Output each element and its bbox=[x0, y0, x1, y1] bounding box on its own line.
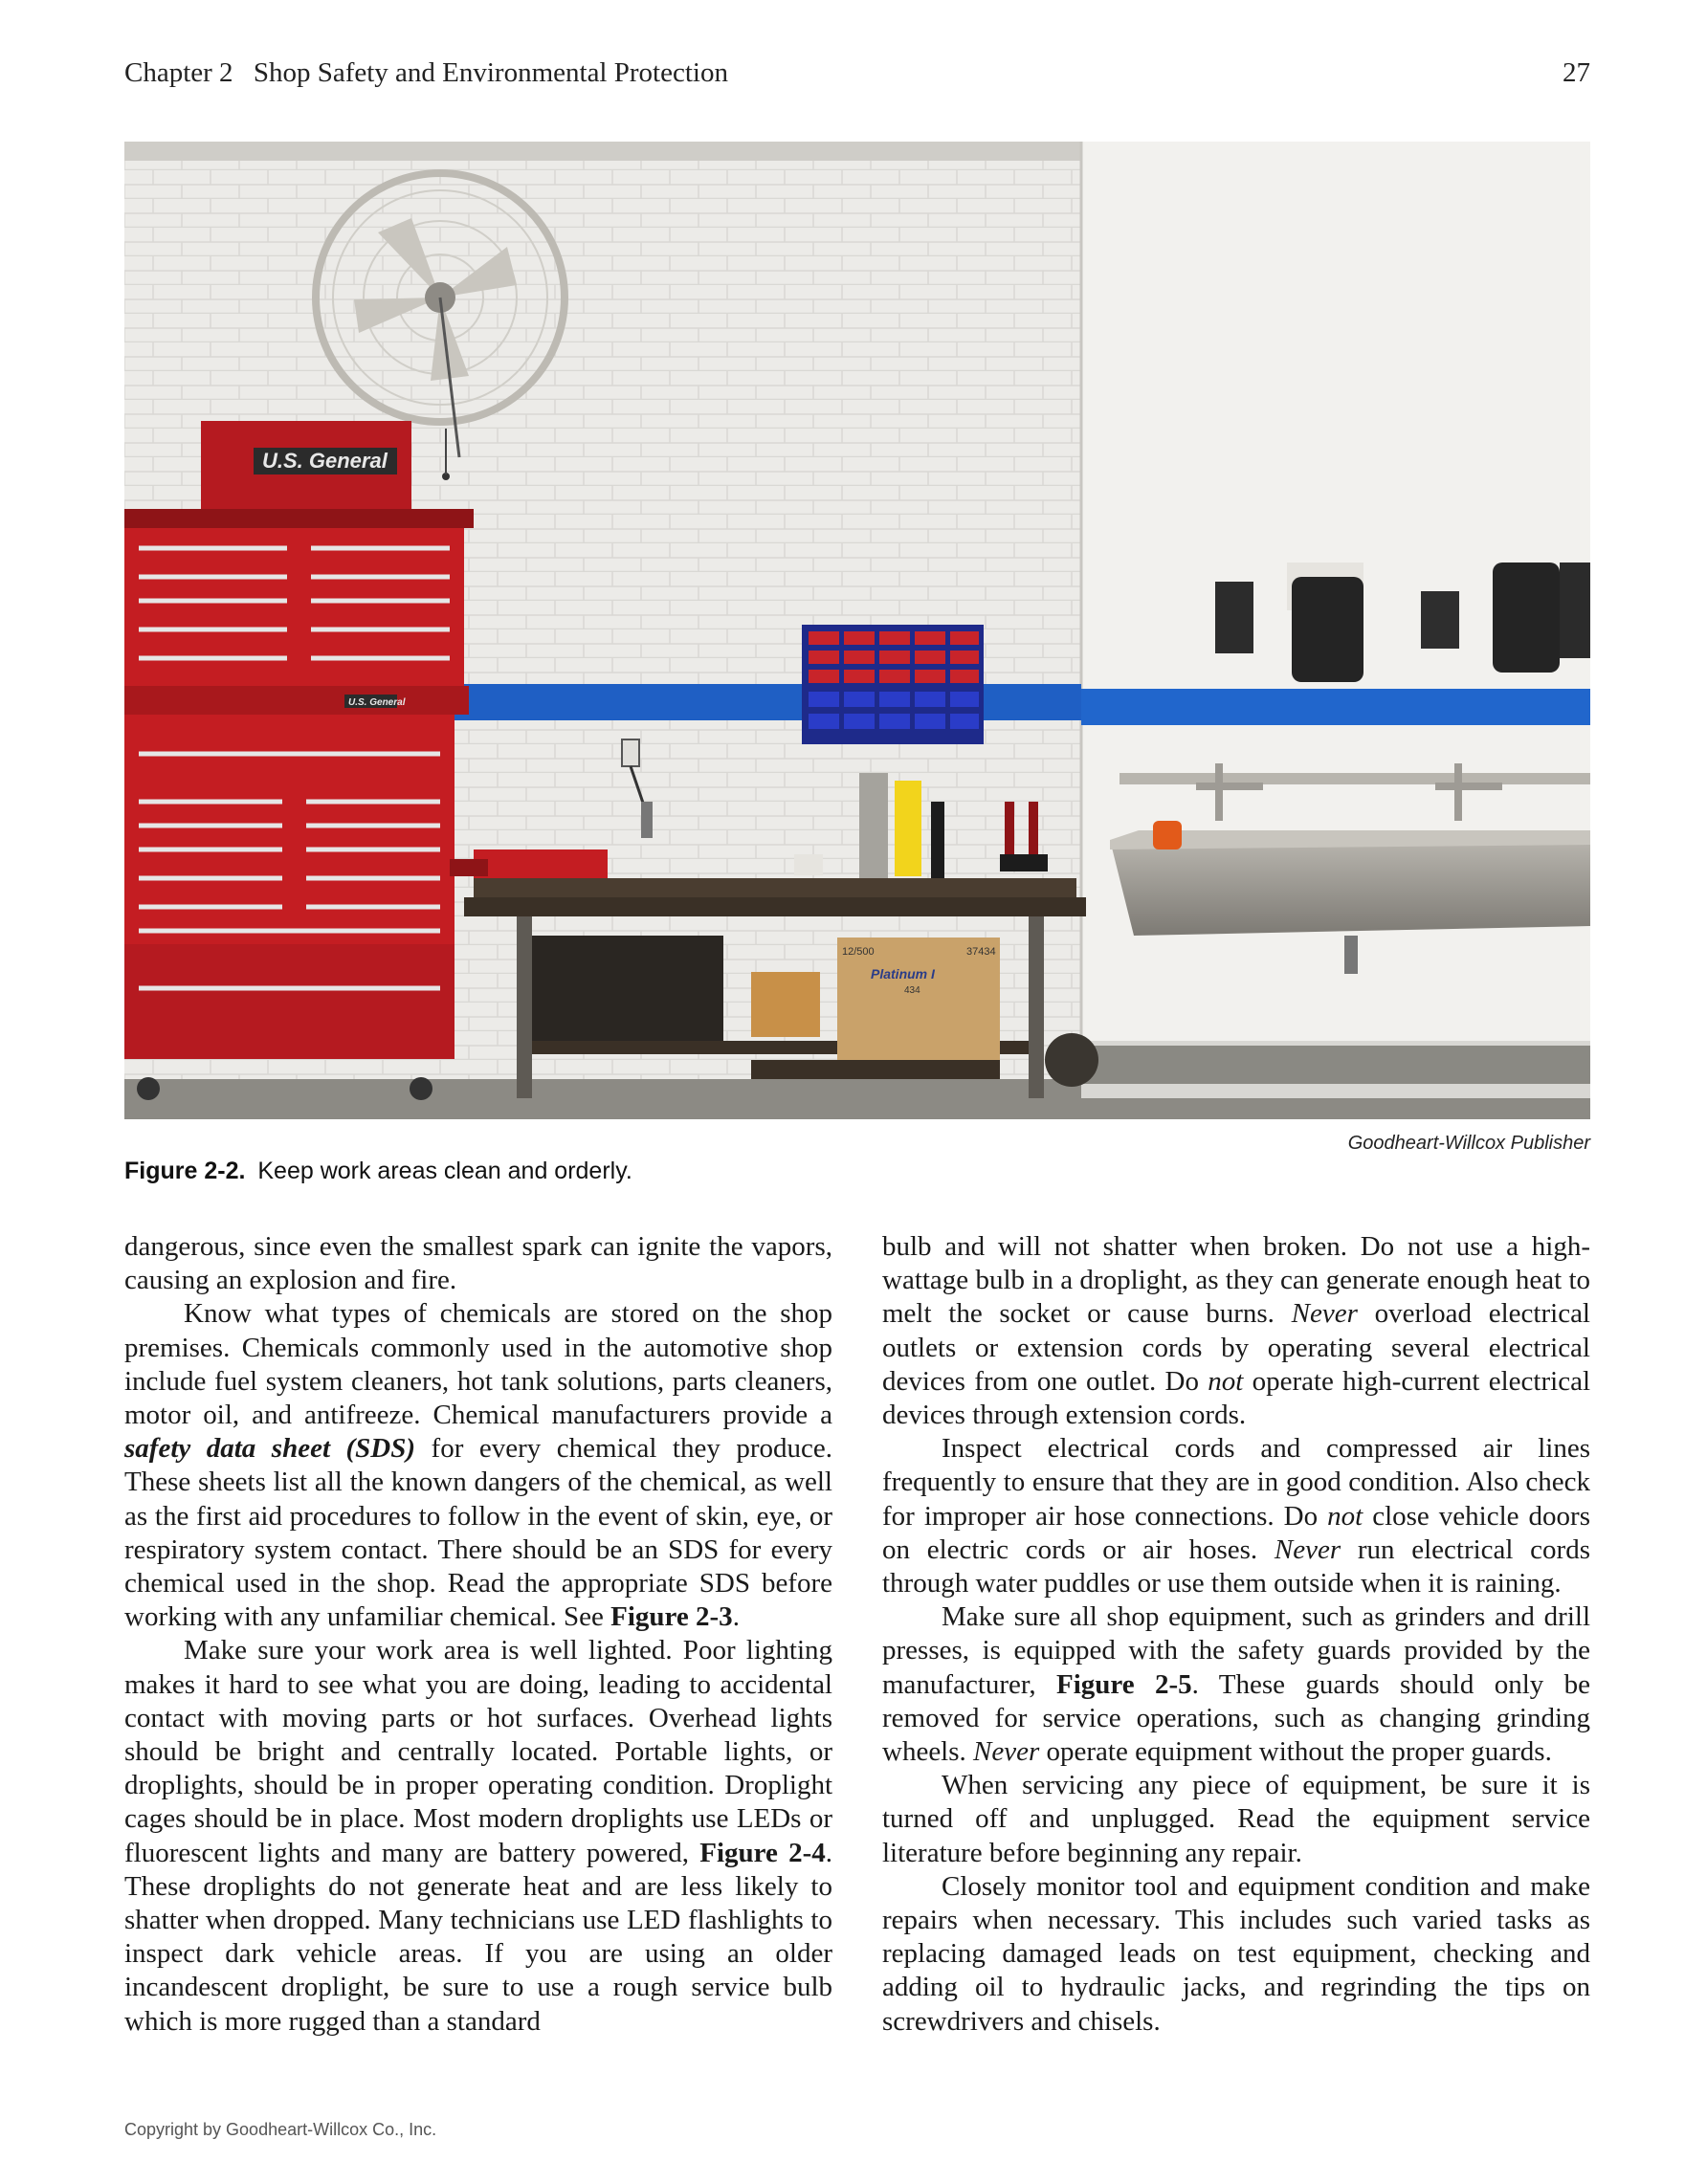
text-run: . bbox=[732, 1601, 740, 1633]
figure-reference: Figure 2-5 bbox=[1056, 1668, 1192, 1700]
column-left bbox=[124, 1230, 832, 2039]
text-run: . These droplights do not generate heat and are less likely to shatter when dropped. Many technicians use LED flashlights to inspect dark vehicle areas. If you are using an older incandescent droplight, be sure to use a rough service bulb which is more rugged than a standard bbox=[124, 1837, 832, 2037]
text-run: bulb and will not shatter when broken. Do not use a high-wattage bulb in a droplight, as they can generate enough heat to melt the socket or cause burns. bbox=[882, 1231, 1590, 1330]
emphasis: Never bbox=[973, 1736, 1040, 1768]
text-run: Make sure all shop equipment, such as grinders and drill presses, is equipped with the safety guards provided by the manufacturer, bbox=[882, 1601, 1590, 1700]
emphasis: Never bbox=[1291, 1298, 1358, 1330]
figure-label: Figure 2-2. bbox=[124, 1158, 246, 1184]
paragraph bbox=[882, 1870, 1590, 2039]
emphasis: not bbox=[1208, 1365, 1244, 1397]
text-run: for every chemical they produce. These sheets list all the known dangers of the chemical, as well as the first aid procedures to follow in the event of skin, eye, or respiratory system contact. There should be an SDS for every chemical used in the shop. Read the appropriate SDS before working with any unfamiliar chemical. See bbox=[124, 1433, 833, 1633]
chapter-title: Shop Safety and Environmental Protection bbox=[253, 57, 728, 88]
box-count: 12/500 bbox=[842, 946, 875, 958]
key-term: safety data sheet (SDS) bbox=[124, 1433, 416, 1465]
paragraph bbox=[124, 1634, 832, 2038]
box-product: Platinum I bbox=[871, 966, 935, 982]
text-run: dangerous, since even the smallest spark can ignite the vapors, causing an explosion and fire. bbox=[124, 1231, 832, 1296]
copyright-footer: Copyright by Goodheart-Willcox Co., Inc. bbox=[124, 2120, 437, 2139]
box-number: 37434 bbox=[966, 946, 996, 958]
parts-bin-icon bbox=[802, 625, 984, 744]
text-run: Inspect electrical cords and compressed air lines frequently to ensure that they are in good condition. Also check for improper air hose connections. Do bbox=[882, 1433, 1590, 1532]
text-run: When servicing any piece of equipment, be sure it is turned off and unplugged. Read the equipment service literature before beginning any repair. bbox=[882, 1770, 1590, 1868]
chapter-number: Chapter 2 bbox=[124, 57, 233, 88]
figure-reference: Figure 2-3 bbox=[610, 1601, 733, 1633]
figure-caption-text: Keep work areas clean and orderly. bbox=[257, 1158, 632, 1184]
text-run: Know what types of chemicals are stored on the shop premises. Chemicals commonly used in the automotive shop include fuel system cleaners, hot tank solutions, parts cleaners, motor oil, and antifreeze. Chemical manufacturers provide a bbox=[124, 1298, 832, 1431]
paragraph bbox=[124, 1230, 832, 1297]
text-run: Closely monitor tool and equipment condition and make repairs when necessary. This includes such varied tasks as replacing damaged leads on test equipment, checking and adding oil to hydraulic jacks, and regrinding the tips on screwdrivers and chisels. bbox=[882, 1870, 1590, 2037]
emphasis: Never bbox=[1274, 1533, 1341, 1565]
page-number: 27 bbox=[1563, 57, 1590, 88]
paragraph bbox=[882, 1600, 1590, 1769]
text-run: close vehicle doors on electric cords or air hoses. bbox=[882, 1500, 1590, 1565]
column-right bbox=[882, 1230, 1590, 2039]
figure-caption bbox=[124, 1158, 632, 1185]
toolbox-brand: U.S. General bbox=[262, 449, 388, 473]
figure-reference: Figure 2-4 bbox=[699, 1837, 826, 1868]
paragraph bbox=[882, 1769, 1590, 1870]
paragraph bbox=[124, 1297, 832, 1634]
blue-stripe bbox=[440, 684, 1081, 720]
paragraph bbox=[882, 1432, 1590, 1600]
text-run: Make sure your work area is well lighted. Poor lighting makes it hard to see what you are doing, leading to accidental contact with moving parts or hot surfaces. Overhead lights should be bright and centrally located. Portable lights, or droplights, should be in proper operating condition. Droplight cages should be in place. Most modern droplights use LEDs or fluorescent lights and many are battery powered, bbox=[124, 1635, 832, 1868]
text-run: overload electrical outlets or extension cords by operating several electrical devices from one outlet. Do bbox=[882, 1298, 1590, 1397]
box-model: 434 bbox=[904, 985, 920, 996]
text-run: . These guards should only be removed for service operations, such as changing grinding wheels. bbox=[882, 1668, 1591, 1768]
emphasis: not bbox=[1327, 1500, 1363, 1532]
text-run: operate equipment without the proper guards. bbox=[1039, 1736, 1552, 1768]
paragraph bbox=[882, 1230, 1590, 1432]
toolbox-icon bbox=[124, 421, 474, 1100]
figure-photo bbox=[124, 142, 1590, 1119]
running-head bbox=[124, 55, 1590, 90]
text-run: operate high-current electrical devices through extension cords. bbox=[882, 1365, 1590, 1431]
figure-credit: Goodheart-Willcox Publisher bbox=[1347, 1133, 1590, 1154]
toolbox-brand-small: U.S. General bbox=[348, 697, 406, 708]
text-run: run electrical cords through water puddles or use them outside when it is raining. bbox=[882, 1533, 1590, 1599]
